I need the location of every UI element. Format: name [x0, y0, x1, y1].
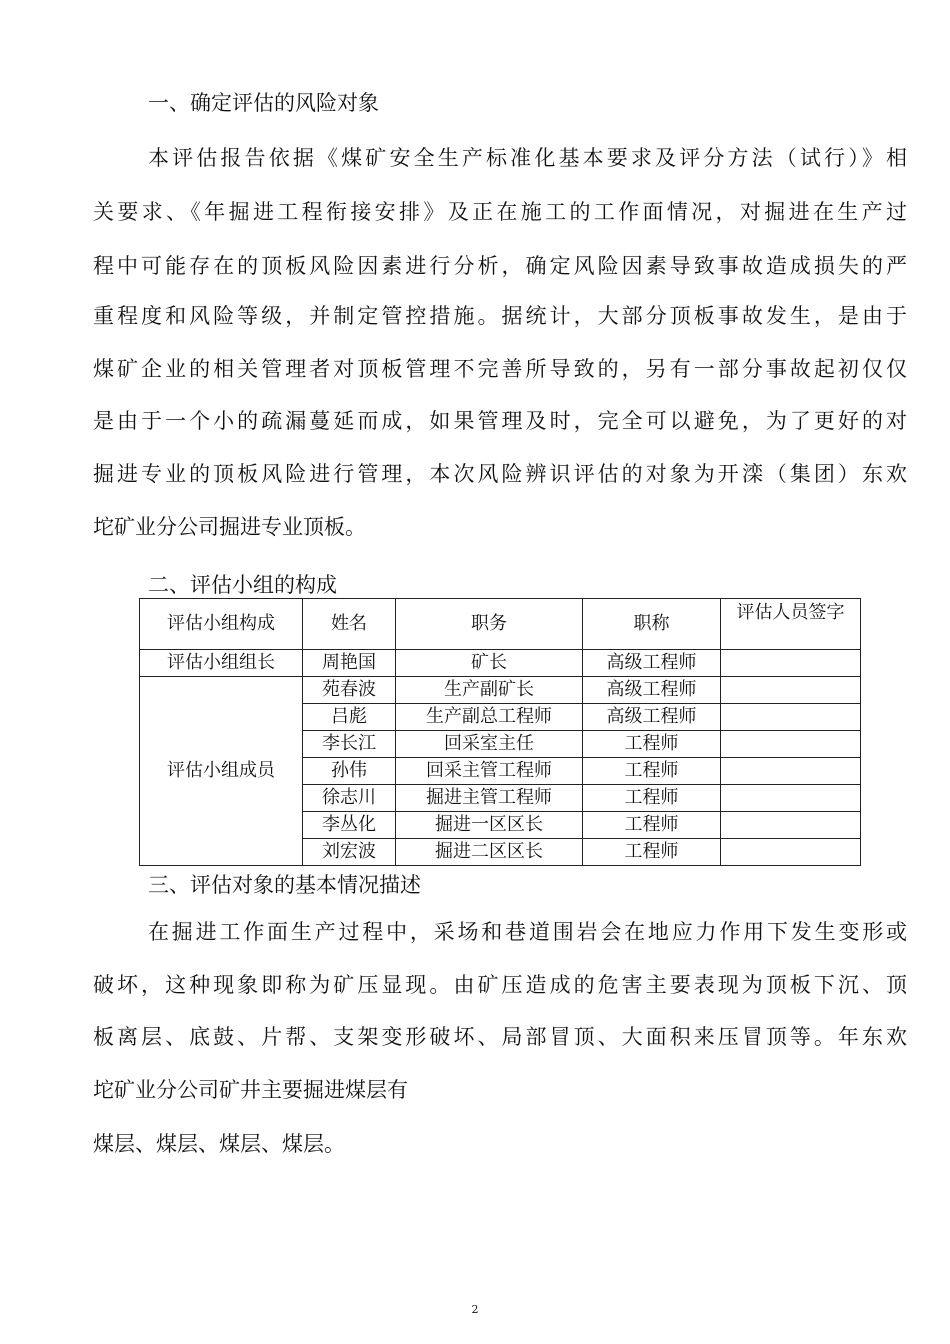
section1-heading: 一、确定评估的风险对象	[148, 91, 379, 115]
section1-line-8: 坨矿业分公司掘进专业顶板。	[93, 515, 366, 539]
page-number: 2	[471, 1303, 479, 1316]
signature-cell	[721, 758, 861, 785]
section3-line-4: 坨矿业分公司矿井主要掘进煤层有	[93, 1078, 408, 1102]
section1-line-1: 本评估报告依据《煤矿安全生产标准化基本要求及评分方法（试行）》相	[148, 146, 907, 170]
section1-line-3: 程中可能存在的顶板风险因素进行分析，确定风险因素导致事故造成损失的严	[93, 254, 907, 278]
position-cell: 掘进主管工程师	[396, 785, 583, 812]
section3-line-3: 板离层、底鼓、片帮、支架变形破坏、局部冒顶、大面积来压冒顶等。年东欢	[93, 1025, 907, 1049]
section1-line-4: 重程度和风险等级，并制定管控措施。据统计，大部分顶板事故发生，是由于	[93, 304, 907, 328]
name-cell: 孙伟	[303, 758, 396, 785]
signature-cell	[721, 812, 861, 839]
position-cell: 生产副总工程师	[396, 704, 583, 731]
name-cell: 刘宏波	[303, 839, 396, 866]
title-cell: 高级工程师	[583, 704, 721, 731]
position-cell: 回采主管工程师	[396, 758, 583, 785]
section1-line-6: 是由于一个小的疏漏蔓延而成，如果管理及时，完全可以避免，为了更好的对	[93, 409, 907, 433]
header-position: 职务	[396, 599, 583, 650]
position-cell: 掘进二区区长	[396, 839, 583, 866]
evaluation-team-table	[139, 598, 861, 866]
position-cell: 回采室主任	[396, 731, 583, 758]
title-cell: 高级工程师	[583, 650, 721, 677]
section3-line-2: 破坏，这种现象即称为矿压显现。由矿压造成的危害主要表现为顶板下沉、顶	[93, 973, 907, 997]
table-header-row	[140, 599, 861, 650]
members-group-cell: 评估小组成员	[140, 677, 303, 866]
header-signature: 评估人员签字	[721, 599, 861, 650]
position-cell: 生产副矿长	[396, 677, 583, 704]
table-row	[140, 650, 861, 677]
section3-heading: 三、评估对象的基本情况描述	[148, 873, 421, 897]
title-cell: 工程师	[583, 785, 721, 812]
header-name: 姓名	[303, 599, 396, 650]
position-cell: 掘进一区区长	[396, 812, 583, 839]
section1-line-5: 煤矿企业的相关管理者对顶板管理不完善所导致的，另有一部分事故起初仅仅	[93, 357, 907, 381]
name-cell: 吕彪	[303, 704, 396, 731]
position-cell: 矿长	[396, 650, 583, 677]
section1-line-7: 掘进专业的顶板风险进行管理，本次风险辨识评估的对象为开滦（集团）东欢	[93, 462, 907, 486]
title-cell: 工程师	[583, 731, 721, 758]
title-cell: 工程师	[583, 758, 721, 785]
title-cell: 高级工程师	[583, 677, 721, 704]
signature-cell	[721, 677, 861, 704]
name-cell: 苑春波	[303, 677, 396, 704]
signature-cell	[721, 839, 861, 866]
section3-line-1: 在掘进工作面生产过程中，采场和巷道围岩会在地应力作用下发生变形或	[148, 920, 907, 944]
signature-cell	[721, 704, 861, 731]
signature-cell	[721, 650, 861, 677]
signature-cell	[721, 785, 861, 812]
title-cell: 工程师	[583, 839, 721, 866]
section3-line-5: 煤层、煤层、煤层、煤层。	[93, 1132, 345, 1156]
header-group: 评估小组构成	[140, 599, 303, 650]
signature-cell	[721, 731, 861, 758]
name-cell: 李丛化	[303, 812, 396, 839]
table-row	[140, 677, 861, 704]
section2-heading: 二、评估小组的构成	[148, 573, 337, 597]
title-cell: 工程师	[583, 812, 721, 839]
header-title: 职称	[583, 599, 721, 650]
name-cell: 周艳国	[303, 650, 396, 677]
name-cell: 李长江	[303, 731, 396, 758]
leader-group-cell: 评估小组组长	[140, 650, 303, 677]
section1-line-2: 关要求、《年掘进工程衔接安排》及正在施工的工作面情况，对掘进在生产过	[93, 200, 907, 224]
name-cell: 徐志川	[303, 785, 396, 812]
